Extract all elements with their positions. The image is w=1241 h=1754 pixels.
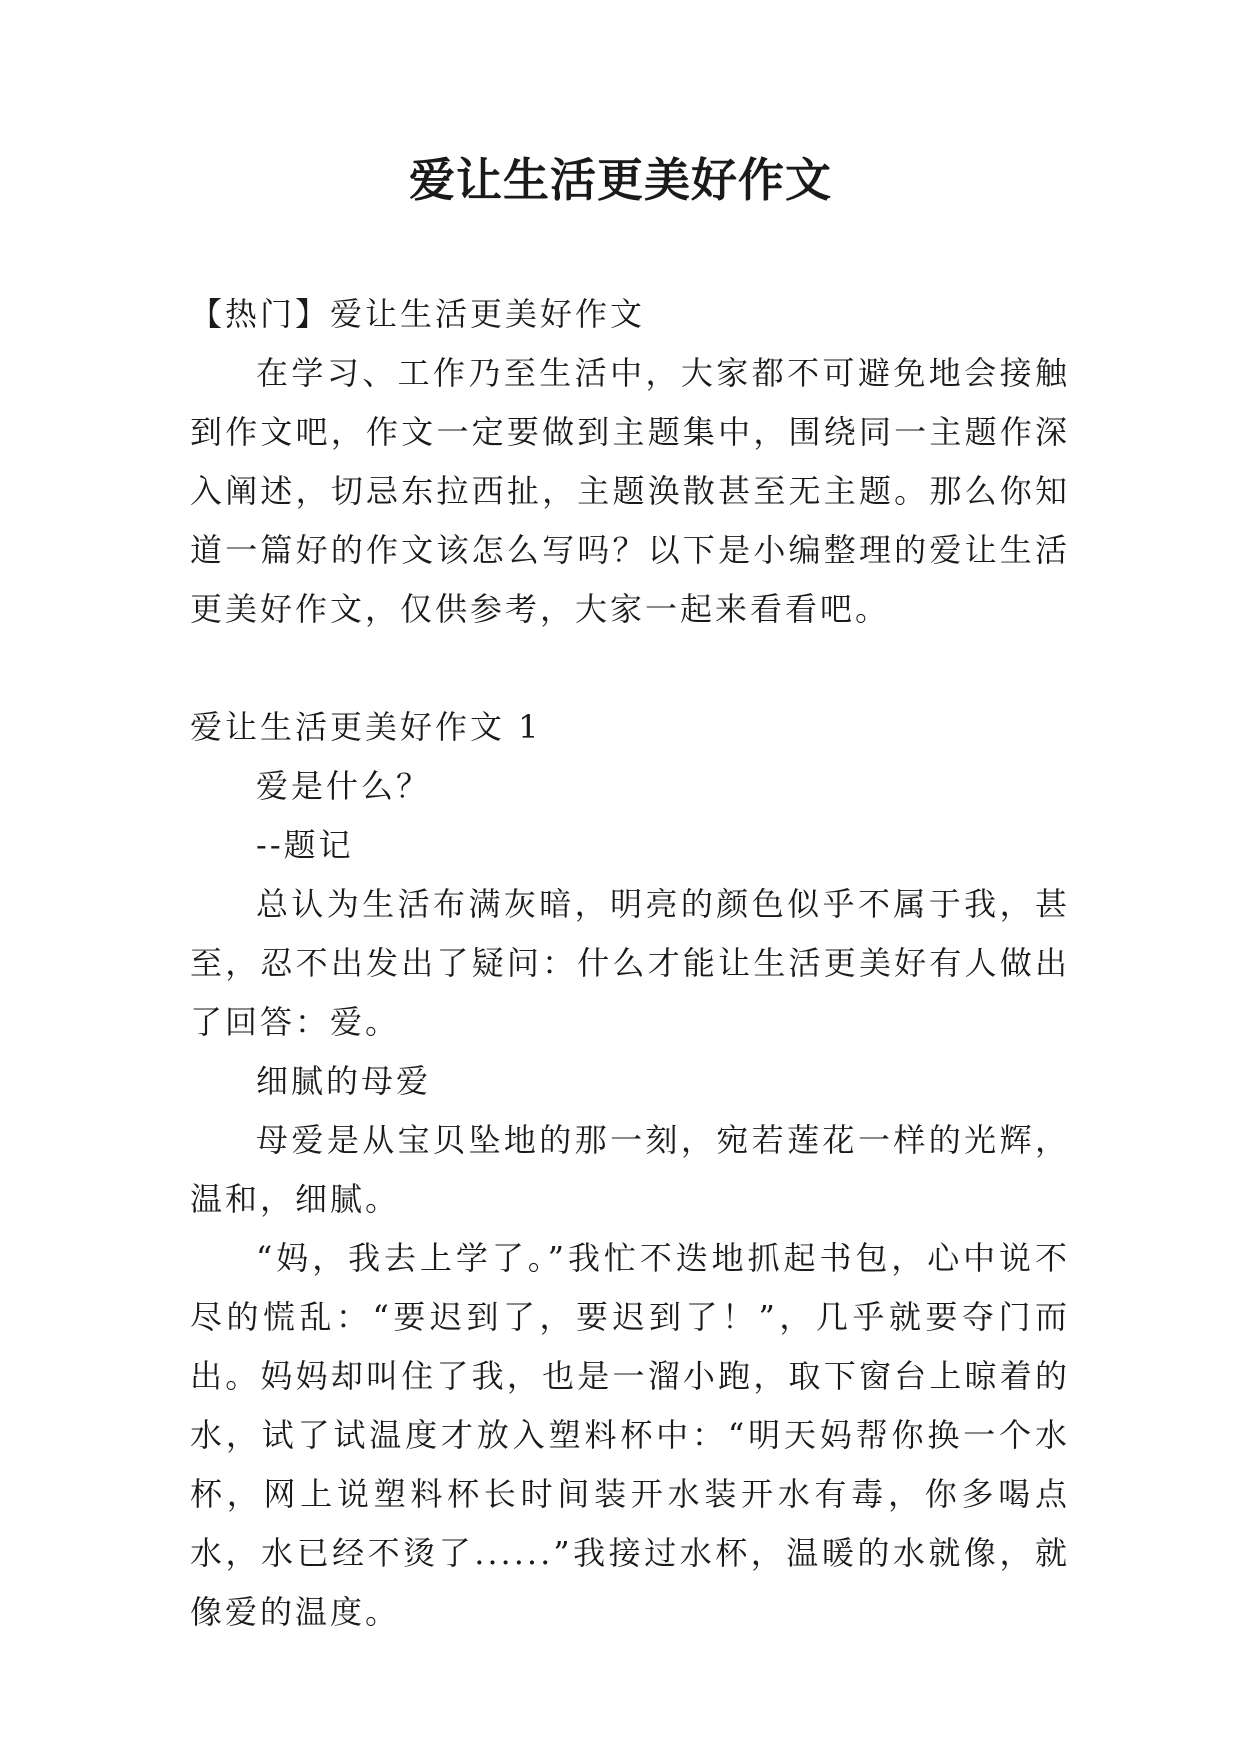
question-line: 爱是什么？: [256, 767, 432, 805]
intro-paragraph: 在学习、工作乃至生活中，大家都不可避免地会接触到作文吧，作文一定要做到主题集中，围绕同一主题作深入阐述，切忌东拉西扯，主题涣散甚至无主题。那么你知道一篇好的作文该怎么写吗？以下是小编整理的爱让生活更美好作文，仅供参考，大家一起来看看吧。: [190, 354, 1070, 628]
document-title: 爱让生活更美好作文: [409, 153, 832, 207]
paragraph-2: 母爱是从宝贝坠地的那一刻，宛若莲花一样的光辉，温和，细腻。: [190, 1121, 1070, 1218]
paragraph-3: “妈，我去上学了。”我忙不迭地抓起书包，心中说不尽的慌乱：“要迟到了，要迟到了！”，几乎就要夺门而出。妈妈却叫住了我，也是一溜小跑，取下窗台上晾着的水，试了试温度才放入塑料杯中：“明天妈帮你换一个水杯，网上说塑料杯长时间装开水装开水有毒，你多喝点水，水已经不烫了......”我接过水杯，温暖的水就像，就像爱的温度。: [190, 1239, 1070, 1631]
inscription-line: --题记: [256, 826, 354, 864]
subheading-mother-love: 细腻的母爱: [256, 1062, 432, 1100]
document-body: [190, 285, 1070, 1642]
heading-tag: 【热门】爱让生活更美好作文: [190, 295, 646, 333]
section-heading: 爱让生活更美好作文 1: [190, 708, 542, 746]
paragraph-spacer: [190, 639, 1070, 698]
paragraph-1: 总认为生活布满灰暗，明亮的颜色似乎不属于我，甚至，忍不出发出了疑问：什么才能让生活更美好有人做出了回答：爱。: [190, 885, 1070, 1041]
